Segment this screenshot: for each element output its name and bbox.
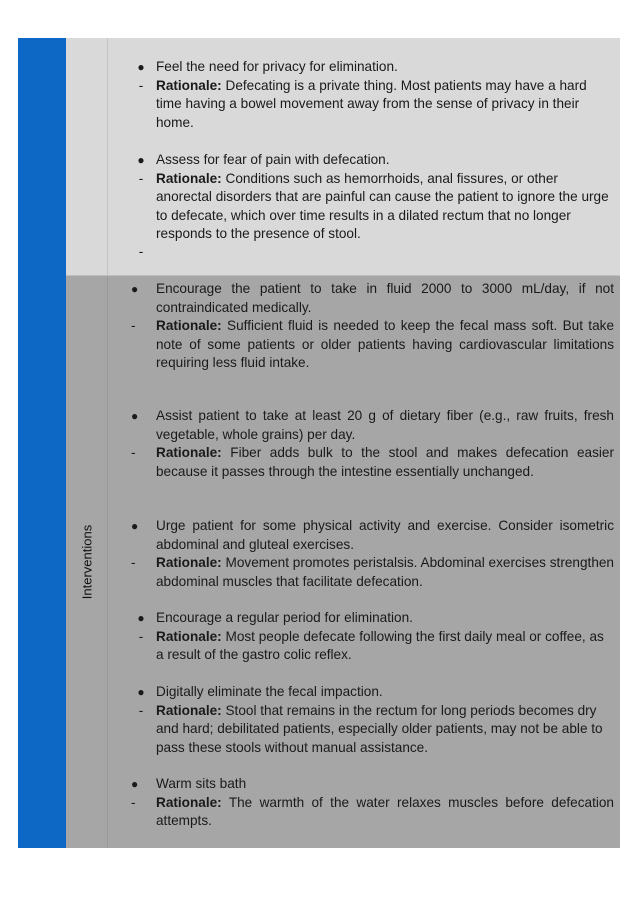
- rationale-label: Rationale:: [156, 794, 222, 810]
- list-item: [108, 58, 614, 132]
- list-item: [108, 775, 614, 831]
- rationale-body: Fiber adds bulk to the stool and makes defecation easier because it passes through the intestine essentially unchanged.: [156, 445, 614, 479]
- rationale-text: [156, 77, 614, 133]
- blue-side-bar: [18, 38, 66, 848]
- intervention-text: Feel the need for privacy for elimination.: [156, 59, 398, 74]
- rationale-label: Rationale:: [156, 77, 222, 93]
- intervention-text: Assess for fear of pain with defecation.: [156, 152, 390, 167]
- list-item: [108, 683, 614, 757]
- rationale-label: Rationale:: [156, 628, 222, 644]
- rationale-text: [156, 444, 614, 481]
- label-cell-empty: [66, 38, 108, 275]
- intervention-text: Assist patient to take at least 20 g of dietary fiber (e.g., raw fruits, fresh vegetable, whole grains) per day.: [156, 408, 614, 442]
- rationale-label: Rationale:: [156, 555, 222, 570]
- bullet-icon: ●: [137, 685, 145, 699]
- intervention-text: Encourage a regular period for elimination.: [156, 610, 413, 625]
- dash-marker: -: [131, 555, 136, 570]
- bullet-icon: ●: [137, 611, 145, 625]
- list-item: [108, 151, 614, 244]
- rationale-body: Most people defecate following the first daily meal or coffee, as a result of the gastro colic reflex.: [156, 628, 604, 662]
- dash-marker: -: [138, 244, 144, 259]
- rationale-label: Rationale:: [156, 702, 222, 718]
- care-plan-table: [18, 38, 620, 848]
- rationale-body: Sufficient fluid is needed to keep the fecal mass soft. But take note of some patients or older patients having cardiovascular limitations requiring less fluid intake.: [156, 318, 614, 370]
- dash-marker: -: [131, 318, 136, 333]
- dash-marker: -: [138, 77, 144, 93]
- dash-marker: -: [138, 628, 144, 644]
- list-item: [108, 517, 614, 591]
- rationale-body: Stool that remains in the rectum for long periods becomes dry and hard; debilitated patients, especially older patients, may not be able to pass these stools without manual assistance.: [156, 702, 603, 755]
- content-cell-interventions: [108, 276, 620, 848]
- bullet-icon: ●: [131, 777, 139, 791]
- bullet-icon: ●: [131, 519, 139, 533]
- list-item: [108, 407, 614, 481]
- bullet-icon: ●: [137, 153, 145, 167]
- rationale-text: [156, 794, 614, 831]
- rationale-text: [156, 702, 614, 758]
- rationale-body: The warmth of the water relaxes muscles before defecation attempts.: [156, 794, 614, 828]
- rationale-body: Movement promotes peristalsis. Abdominal exercises strengthen abdominal muscles that facilitate defecation.: [156, 555, 614, 589]
- rationale-label: Rationale:: [156, 170, 222, 186]
- bullet-icon: ●: [137, 60, 145, 74]
- dash-marker: -: [131, 445, 136, 460]
- intervention-text: Encourage the patient to take in fluid 2000 to 3000 mL/day, if not contraindicated medically.: [156, 281, 614, 315]
- intervention-text: Warm sits bath: [156, 776, 247, 791]
- rationale-label: Rationale:: [156, 318, 222, 333]
- bullet-icon: ●: [131, 282, 139, 296]
- rationale-text: [156, 317, 614, 373]
- content-cell-top: [108, 38, 620, 275]
- bullet-icon: ●: [131, 409, 139, 423]
- intervention-text: Digitally eliminate the fecal impaction.: [156, 684, 383, 699]
- dash-marker: -: [131, 794, 136, 810]
- dash-marker: -: [138, 702, 144, 718]
- rationale-body: Conditions such as hemorrhoids, anal fissures, or other anorectal disorders that are painful can cause the patient to ignore the urge to defecate, which over time results in a dilated rectum that no longer responds to the presence of stool.: [156, 170, 609, 241]
- label-cell: [66, 276, 108, 848]
- dash-marker: -: [138, 170, 144, 186]
- rationale-body: Defecating is a private thing. Most patients may have a hard time having a bowel movement away from the sense of privacy in their home.: [156, 77, 587, 130]
- list-item: [108, 609, 614, 665]
- rationale-text: [156, 628, 614, 665]
- section-label: Interventions: [79, 524, 95, 600]
- rationale-text: [156, 554, 614, 591]
- rationale-text: [156, 170, 614, 244]
- rationale-label: Rationale:: [156, 445, 222, 460]
- list-item: [108, 280, 614, 373]
- intervention-text: Urge patient for some physical activity and exercise. Consider isometric abdominal and gluteal exercises.: [156, 518, 614, 552]
- table-row-top: [66, 38, 620, 275]
- table-row-interventions: [66, 275, 620, 848]
